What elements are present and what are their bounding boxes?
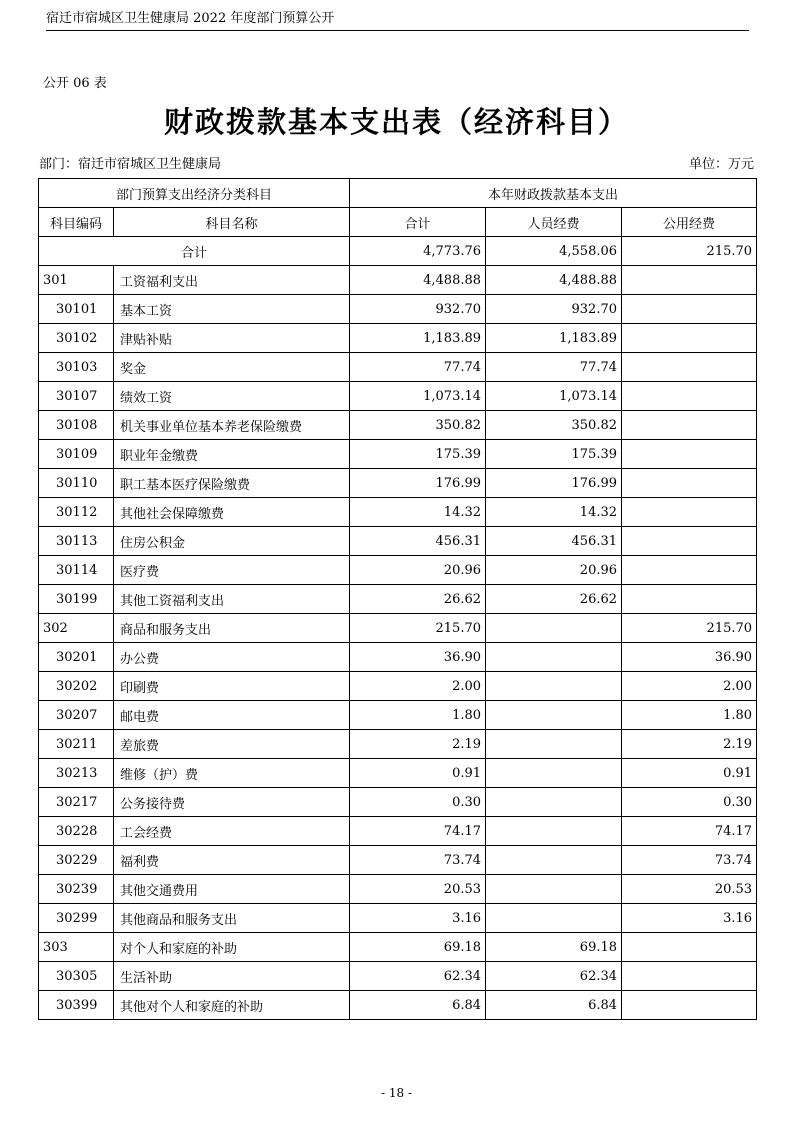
row-personnel: 176.99	[486, 469, 622, 498]
row-public	[622, 266, 757, 295]
row-total: 69.18	[350, 933, 486, 962]
row-public: 3.16	[622, 904, 757, 933]
row-personnel	[486, 614, 622, 643]
row-name: 其他商品和服务支出	[114, 904, 350, 933]
table-row	[39, 643, 757, 672]
row-name: 绩效工资	[114, 382, 350, 411]
row-name: 公务接待费	[114, 788, 350, 817]
row-total: 456.31	[350, 527, 486, 556]
row-name: 工资福利支出	[114, 266, 350, 295]
row-name: 住房公积金	[114, 527, 350, 556]
table-group-header-row	[39, 179, 757, 208]
row-name: 职工基本医疗保险缴费	[114, 469, 350, 498]
row-total: 62.34	[350, 962, 486, 991]
column-header-personnel: 人员经费	[486, 208, 622, 237]
table-row	[39, 614, 757, 643]
row-personnel: 350.82	[486, 411, 622, 440]
page-title: 财政拨款基本支出表（经济科目）	[163, 105, 629, 139]
row-code: 30305	[39, 962, 114, 991]
row-public	[622, 440, 757, 469]
row-total: 350.82	[350, 411, 486, 440]
row-name: 邮电费	[114, 701, 350, 730]
row-personnel	[486, 875, 622, 904]
row-name: 办公费	[114, 643, 350, 672]
table-row	[39, 672, 757, 701]
row-total: 1.80	[350, 701, 486, 730]
table-column-header-row	[39, 208, 757, 237]
row-public	[622, 933, 757, 962]
table-row	[39, 266, 757, 295]
page-number: - 18 -	[380, 1086, 412, 1100]
row-personnel: 62.34	[486, 962, 622, 991]
row-personnel	[486, 701, 622, 730]
table-row	[39, 324, 757, 353]
row-personnel: 14.32	[486, 498, 622, 527]
row-code: 30101	[39, 295, 114, 324]
row-public: 74.17	[622, 817, 757, 846]
row-code: 30299	[39, 904, 114, 933]
row-personnel	[486, 672, 622, 701]
row-personnel: 1,183.89	[486, 324, 622, 353]
row-personnel: 69.18	[486, 933, 622, 962]
row-total: 26.62	[350, 585, 486, 614]
row-code: 30239	[39, 875, 114, 904]
unit-label: 单位：万元	[688, 157, 754, 172]
row-name: 其他对个人和家庭的补助	[114, 991, 350, 1020]
row-name: 生活补助	[114, 962, 350, 991]
row-personnel: 932.70	[486, 295, 622, 324]
row-public: 0.91	[622, 759, 757, 788]
row-total: 4,488.88	[350, 266, 486, 295]
row-personnel	[486, 730, 622, 759]
row-public	[622, 498, 757, 527]
row-total: 2.19	[350, 730, 486, 759]
running-header: 宿迁市宿城区卫生健康局 2022 年度部门预算公开	[46, 11, 335, 26]
row-total: 1,073.14	[350, 382, 486, 411]
row-public	[622, 469, 757, 498]
row-public	[622, 324, 757, 353]
row-total: 215.70	[350, 614, 486, 643]
column-header-name: 科目名称	[114, 208, 350, 237]
row-public: 20.53	[622, 875, 757, 904]
table-row	[39, 498, 757, 527]
row-total: 36.90	[350, 643, 486, 672]
row-code: 30114	[39, 556, 114, 585]
row-public: 215.70	[622, 614, 757, 643]
row-code: 302	[39, 614, 114, 643]
table-code-label: 公开 06 表	[43, 76, 107, 91]
row-name: 其他工资福利支出	[114, 585, 350, 614]
row-public	[622, 353, 757, 382]
row-code: 30228	[39, 817, 114, 846]
row-personnel: 26.62	[486, 585, 622, 614]
column-header-code: 科目编码	[39, 208, 114, 237]
row-name: 印刷费	[114, 672, 350, 701]
row-name: 福利费	[114, 846, 350, 875]
row-personnel: 175.39	[486, 440, 622, 469]
row-code: 30211	[39, 730, 114, 759]
row-total: 175.39	[350, 440, 486, 469]
table-row	[39, 585, 757, 614]
column-header-public: 公用经费	[622, 208, 757, 237]
row-total: 0.30	[350, 788, 486, 817]
total-row-label: 合计	[39, 237, 350, 266]
row-personnel	[486, 846, 622, 875]
row-public	[622, 585, 757, 614]
row-total: 0.91	[350, 759, 486, 788]
total-row	[39, 237, 757, 266]
row-public	[622, 295, 757, 324]
table-row	[39, 353, 757, 382]
table-row	[39, 411, 757, 440]
row-total: 74.17	[350, 817, 486, 846]
table-row	[39, 295, 757, 324]
row-total: 77.74	[350, 353, 486, 382]
row-name: 维修（护）费	[114, 759, 350, 788]
row-code: 30217	[39, 788, 114, 817]
row-total: 6.84	[350, 991, 486, 1020]
row-code: 30107	[39, 382, 114, 411]
department-label: 部门：宿迁市宿城区卫生健康局	[39, 157, 222, 172]
row-personnel: 77.74	[486, 353, 622, 382]
row-public: 2.19	[622, 730, 757, 759]
table-row	[39, 846, 757, 875]
row-public: 2.00	[622, 672, 757, 701]
row-name: 工会经费	[114, 817, 350, 846]
table-row	[39, 817, 757, 846]
budget-table	[38, 178, 757, 1020]
row-code: 30202	[39, 672, 114, 701]
row-code: 301	[39, 266, 114, 295]
row-code: 30229	[39, 846, 114, 875]
row-code: 30103	[39, 353, 114, 382]
row-public: 36.90	[622, 643, 757, 672]
table-row	[39, 759, 757, 788]
row-total: 176.99	[350, 469, 486, 498]
row-code: 303	[39, 933, 114, 962]
row-personnel: 1,073.14	[486, 382, 622, 411]
row-personnel: 456.31	[486, 527, 622, 556]
row-public: 1.80	[622, 701, 757, 730]
row-name: 对个人和家庭的补助	[114, 933, 350, 962]
table-row	[39, 904, 757, 933]
row-name: 津贴补贴	[114, 324, 350, 353]
row-total: 1,183.89	[350, 324, 486, 353]
row-total: 20.53	[350, 875, 486, 904]
row-code: 30112	[39, 498, 114, 527]
row-public	[622, 382, 757, 411]
row-name: 商品和服务支出	[114, 614, 350, 643]
total-row-total: 4,773.76	[350, 237, 486, 266]
table-row	[39, 933, 757, 962]
row-total: 2.00	[350, 672, 486, 701]
table-row	[39, 527, 757, 556]
row-code: 30199	[39, 585, 114, 614]
table-row	[39, 730, 757, 759]
row-public	[622, 991, 757, 1020]
row-total: 73.74	[350, 846, 486, 875]
row-code: 30109	[39, 440, 114, 469]
row-code: 30110	[39, 469, 114, 498]
row-total: 932.70	[350, 295, 486, 324]
column-header-total: 合计	[350, 208, 486, 237]
table-row	[39, 788, 757, 817]
row-public: 0.30	[622, 788, 757, 817]
row-code: 30108	[39, 411, 114, 440]
row-code: 30102	[39, 324, 114, 353]
row-name: 医疗费	[114, 556, 350, 585]
header-rule	[46, 30, 749, 31]
table-row	[39, 701, 757, 730]
row-personnel: 4,488.88	[486, 266, 622, 295]
row-personnel	[486, 817, 622, 846]
row-name: 奖金	[114, 353, 350, 382]
row-name: 其他交通费用	[114, 875, 350, 904]
row-total: 14.32	[350, 498, 486, 527]
row-public	[622, 962, 757, 991]
row-public	[622, 411, 757, 440]
table-row	[39, 962, 757, 991]
row-total: 20.96	[350, 556, 486, 585]
row-name: 其他社会保障缴费	[114, 498, 350, 527]
table-row	[39, 556, 757, 585]
row-personnel	[486, 643, 622, 672]
row-public: 73.74	[622, 846, 757, 875]
row-personnel: 20.96	[486, 556, 622, 585]
row-code: 30113	[39, 527, 114, 556]
row-name: 职业年金缴费	[114, 440, 350, 469]
row-personnel	[486, 788, 622, 817]
row-personnel	[486, 904, 622, 933]
row-name: 差旅费	[114, 730, 350, 759]
row-name: 基本工资	[114, 295, 350, 324]
row-personnel: 6.84	[486, 991, 622, 1020]
table-row	[39, 875, 757, 904]
total-row-personnel: 4,558.06	[486, 237, 622, 266]
table-row	[39, 469, 757, 498]
row-public	[622, 556, 757, 585]
table-row	[39, 991, 757, 1020]
row-public	[622, 527, 757, 556]
row-total: 3.16	[350, 904, 486, 933]
row-code: 30399	[39, 991, 114, 1020]
group-header-classification: 部门预算支出经济分类科目	[39, 179, 350, 208]
total-row-public: 215.70	[622, 237, 757, 266]
table-row	[39, 382, 757, 411]
row-code: 30201	[39, 643, 114, 672]
row-name: 机关事业单位基本养老保险缴费	[114, 411, 350, 440]
row-personnel	[486, 759, 622, 788]
row-code: 30213	[39, 759, 114, 788]
table-row	[39, 440, 757, 469]
group-header-basic-expenditure: 本年财政拨款基本支出	[350, 179, 757, 208]
row-code: 30207	[39, 701, 114, 730]
